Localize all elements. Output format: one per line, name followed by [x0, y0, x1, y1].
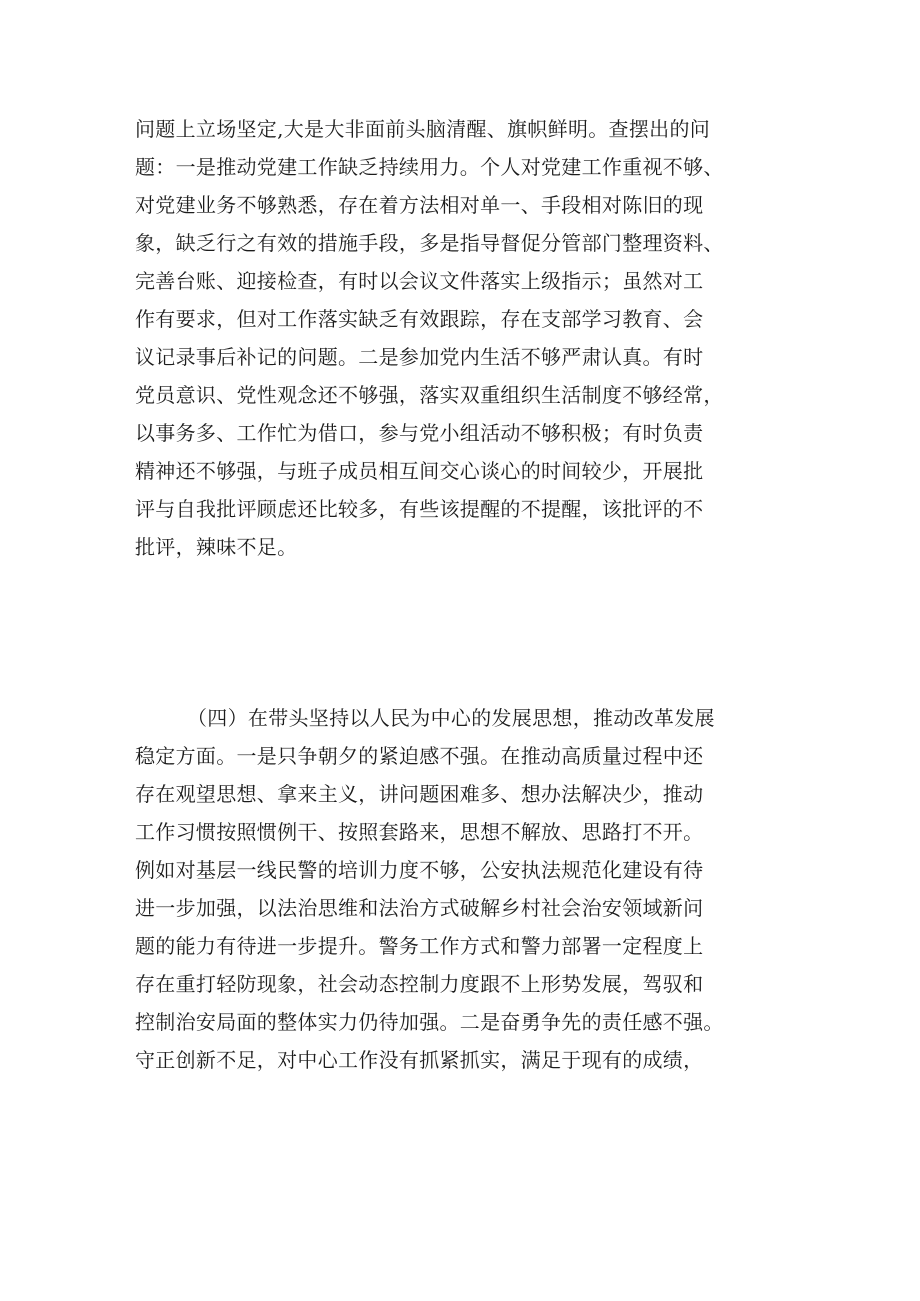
paragraph-section-four [135, 699, 815, 1079]
text-line: 控制治安局面的整体实力仍待加强。二是奋勇争先的责任感不强。 [135, 1010, 724, 1034]
text-line: 作有要求，但对工作落实缺乏有效跟踪，存在支部学习教育、会 [135, 307, 704, 331]
text-line: 象，缺乏行之有效的措施手段，多是指导督促分管部门整理资料、 [135, 231, 724, 255]
text-line: 工作习惯按照惯例干、按照套路来，思想不解放、思路打不开。 [135, 820, 704, 844]
text-line: 题：一是推动党建工作缺乏持续用力。个人对党建工作重视不够、 [135, 155, 724, 179]
text-line: 以事务多、工作忙为借口，参与党小组活动不够积极；有时负责 [135, 421, 704, 445]
text-line: 精神还不够强，与班子成员相互间交心谈心的时间较少，开展批 [135, 459, 704, 483]
text-line: 稳定方面。一是只争朝夕的紧迫感不强。在推动高质量过程中还 [135, 744, 704, 768]
text-line: 问题上立场坚定,大是大非面前头脑清醒、旗帜鲜明。查摆出的问 [135, 117, 711, 141]
text-line: 存在观望思想、拿来主义，讲问题困难多、想办法解决少，推动 [135, 782, 704, 806]
text-line: 对党建业务不够熟悉，存在着方法相对单一、手段相对陈旧的现 [135, 193, 704, 217]
text-line: 例如对基层一线民警的培训力度不够，公安执法规范化建设有待 [135, 858, 704, 882]
section-heading-line: （四）在带头坚持以人民为中心的发展思想，推动改革发展 [187, 706, 715, 730]
text-line: 议记录事后补记的问题。二是参加党内生活不够严肃认真。有时 [135, 345, 704, 369]
paragraph-party-building [135, 110, 815, 566]
text-line: 守正创新不足，对中心工作没有抓紧抓实，满足于现有的成绩， [135, 1048, 704, 1072]
text-line: 题的能力有待进一步提升。警务工作方式和警力部署一定程度上 [135, 934, 704, 958]
text-line: 批评，辣味不足。 [135, 535, 298, 559]
text-line: 党员意识、党性观念还不够强，落实双重组织生活制度不够经常， [135, 383, 724, 407]
text-line: 评与自我批评顾虑还比较多，有些该提醒的不提醒，该批评的不 [135, 497, 704, 521]
text-line: 存在重打轻防现象，社会动态控制力度跟不上形势发展，驾驭和 [135, 972, 704, 996]
text-line: 完善台账、迎接检查，有时以会议文件落实上级指示；虽然对工 [135, 269, 704, 293]
text-line: 进一步加强，以法治思维和法治方式破解乡村社会治安领域新问 [135, 896, 704, 920]
